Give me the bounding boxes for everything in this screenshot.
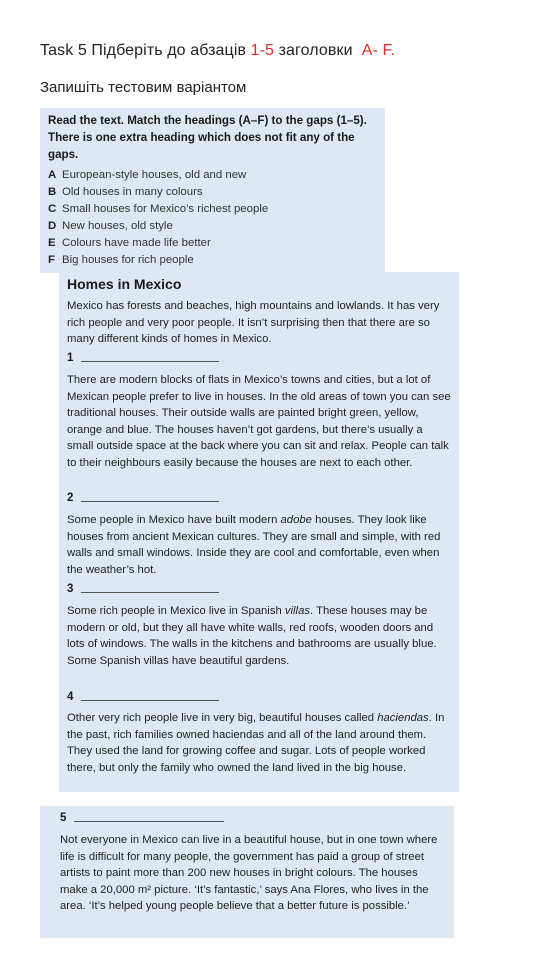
paragraph-5: Not everyone in Mexico can live in a beautiful house, but in one town where life is difficult for many people, the government has paid a group of street artists to paint more than 200 new houses in bright colours. The houses make a 20,000 m² picture. ‘It’s fantastic,’ says Ana Flores, who lives in the area. ‘It’s helped young people believe that a better future is possible.’ xyxy=(60,834,438,912)
task-text-2: заголовки xyxy=(278,42,353,59)
heading-option: F Big houses for rich people xyxy=(48,254,194,266)
heading-option: A European-style houses, old and new xyxy=(48,169,247,181)
gap-4[interactable]: 4 xyxy=(67,691,219,703)
heading-option: E Colours have made life better xyxy=(48,237,211,249)
heading-option: C Small houses for Mexico’s richest people xyxy=(48,203,269,215)
task-text: Підберіть до абзаців xyxy=(91,42,247,59)
gap-3[interactable]: 3 xyxy=(67,583,219,595)
task-subtitle: Запишіть тестовим варіантом xyxy=(40,79,247,96)
task-range: 1-5 xyxy=(250,42,275,59)
task-label: Task 5 xyxy=(40,42,87,59)
gap-1[interactable]: 1 xyxy=(67,352,219,364)
headings-list xyxy=(48,167,378,269)
paragraph-3: Some rich people in Mexico live in Spanish villas. These houses may be modern or old, but they all have white walls, red roofs, wooden doors and lots of windows. The walls in the kitchens and bathrooms are usually blue. Some Spanish villas have beautiful gardens. xyxy=(67,605,437,667)
paragraph-4: Other very rich people live in very big, beautiful houses called haciendas. In the past, rich families owned haciendas and all of the land around them. They used the land for growing coffee and sugar. Lots of people worked there, but only the family who owned the land lived in the big house. xyxy=(67,712,445,774)
paragraph-2: Some people in Mexico have built modern adobe houses. They look like houses from ancient Mexican cultures. They are small and simple, with red walls and small windows. Inside they are cool and comfortable, even when the weather’s hot. xyxy=(67,514,441,576)
gap-2[interactable]: 2 xyxy=(67,492,219,504)
heading-option: D New houses, old style xyxy=(48,220,173,232)
heading-option: B Old houses in many colours xyxy=(48,186,203,198)
instructions-text: Read the text. Match the headings (A–F) to the gaps (1–5). There is one extra heading which does not fit any of the gaps. xyxy=(48,114,367,161)
task-dot: . xyxy=(390,42,396,59)
intro-paragraph: Mexico has forests and beaches, high mountains and lowlands. It has very rich people and very poor people. It isn’t surprising then that there are so many different kinds of homes in Mexico. xyxy=(67,300,440,345)
task-letters: А- F xyxy=(361,42,391,59)
gap-5[interactable]: 5 xyxy=(60,812,224,824)
task-title xyxy=(40,42,395,60)
article-title: Homes in Mexico xyxy=(67,276,182,292)
paragraph-1: There are modern blocks of flats in Mexico’s towns and cities, but a lot of Mexican people prefer to live in houses. In the old areas of town you can see traditional houses. Their outside walls are painted bright green, yellow, orange and blue. The houses haven’t got gardens, but there’s usually a small outside space at the back where you can sit and relax. People can talk to their neighbours easily because the houses are next to each other. xyxy=(67,374,451,469)
